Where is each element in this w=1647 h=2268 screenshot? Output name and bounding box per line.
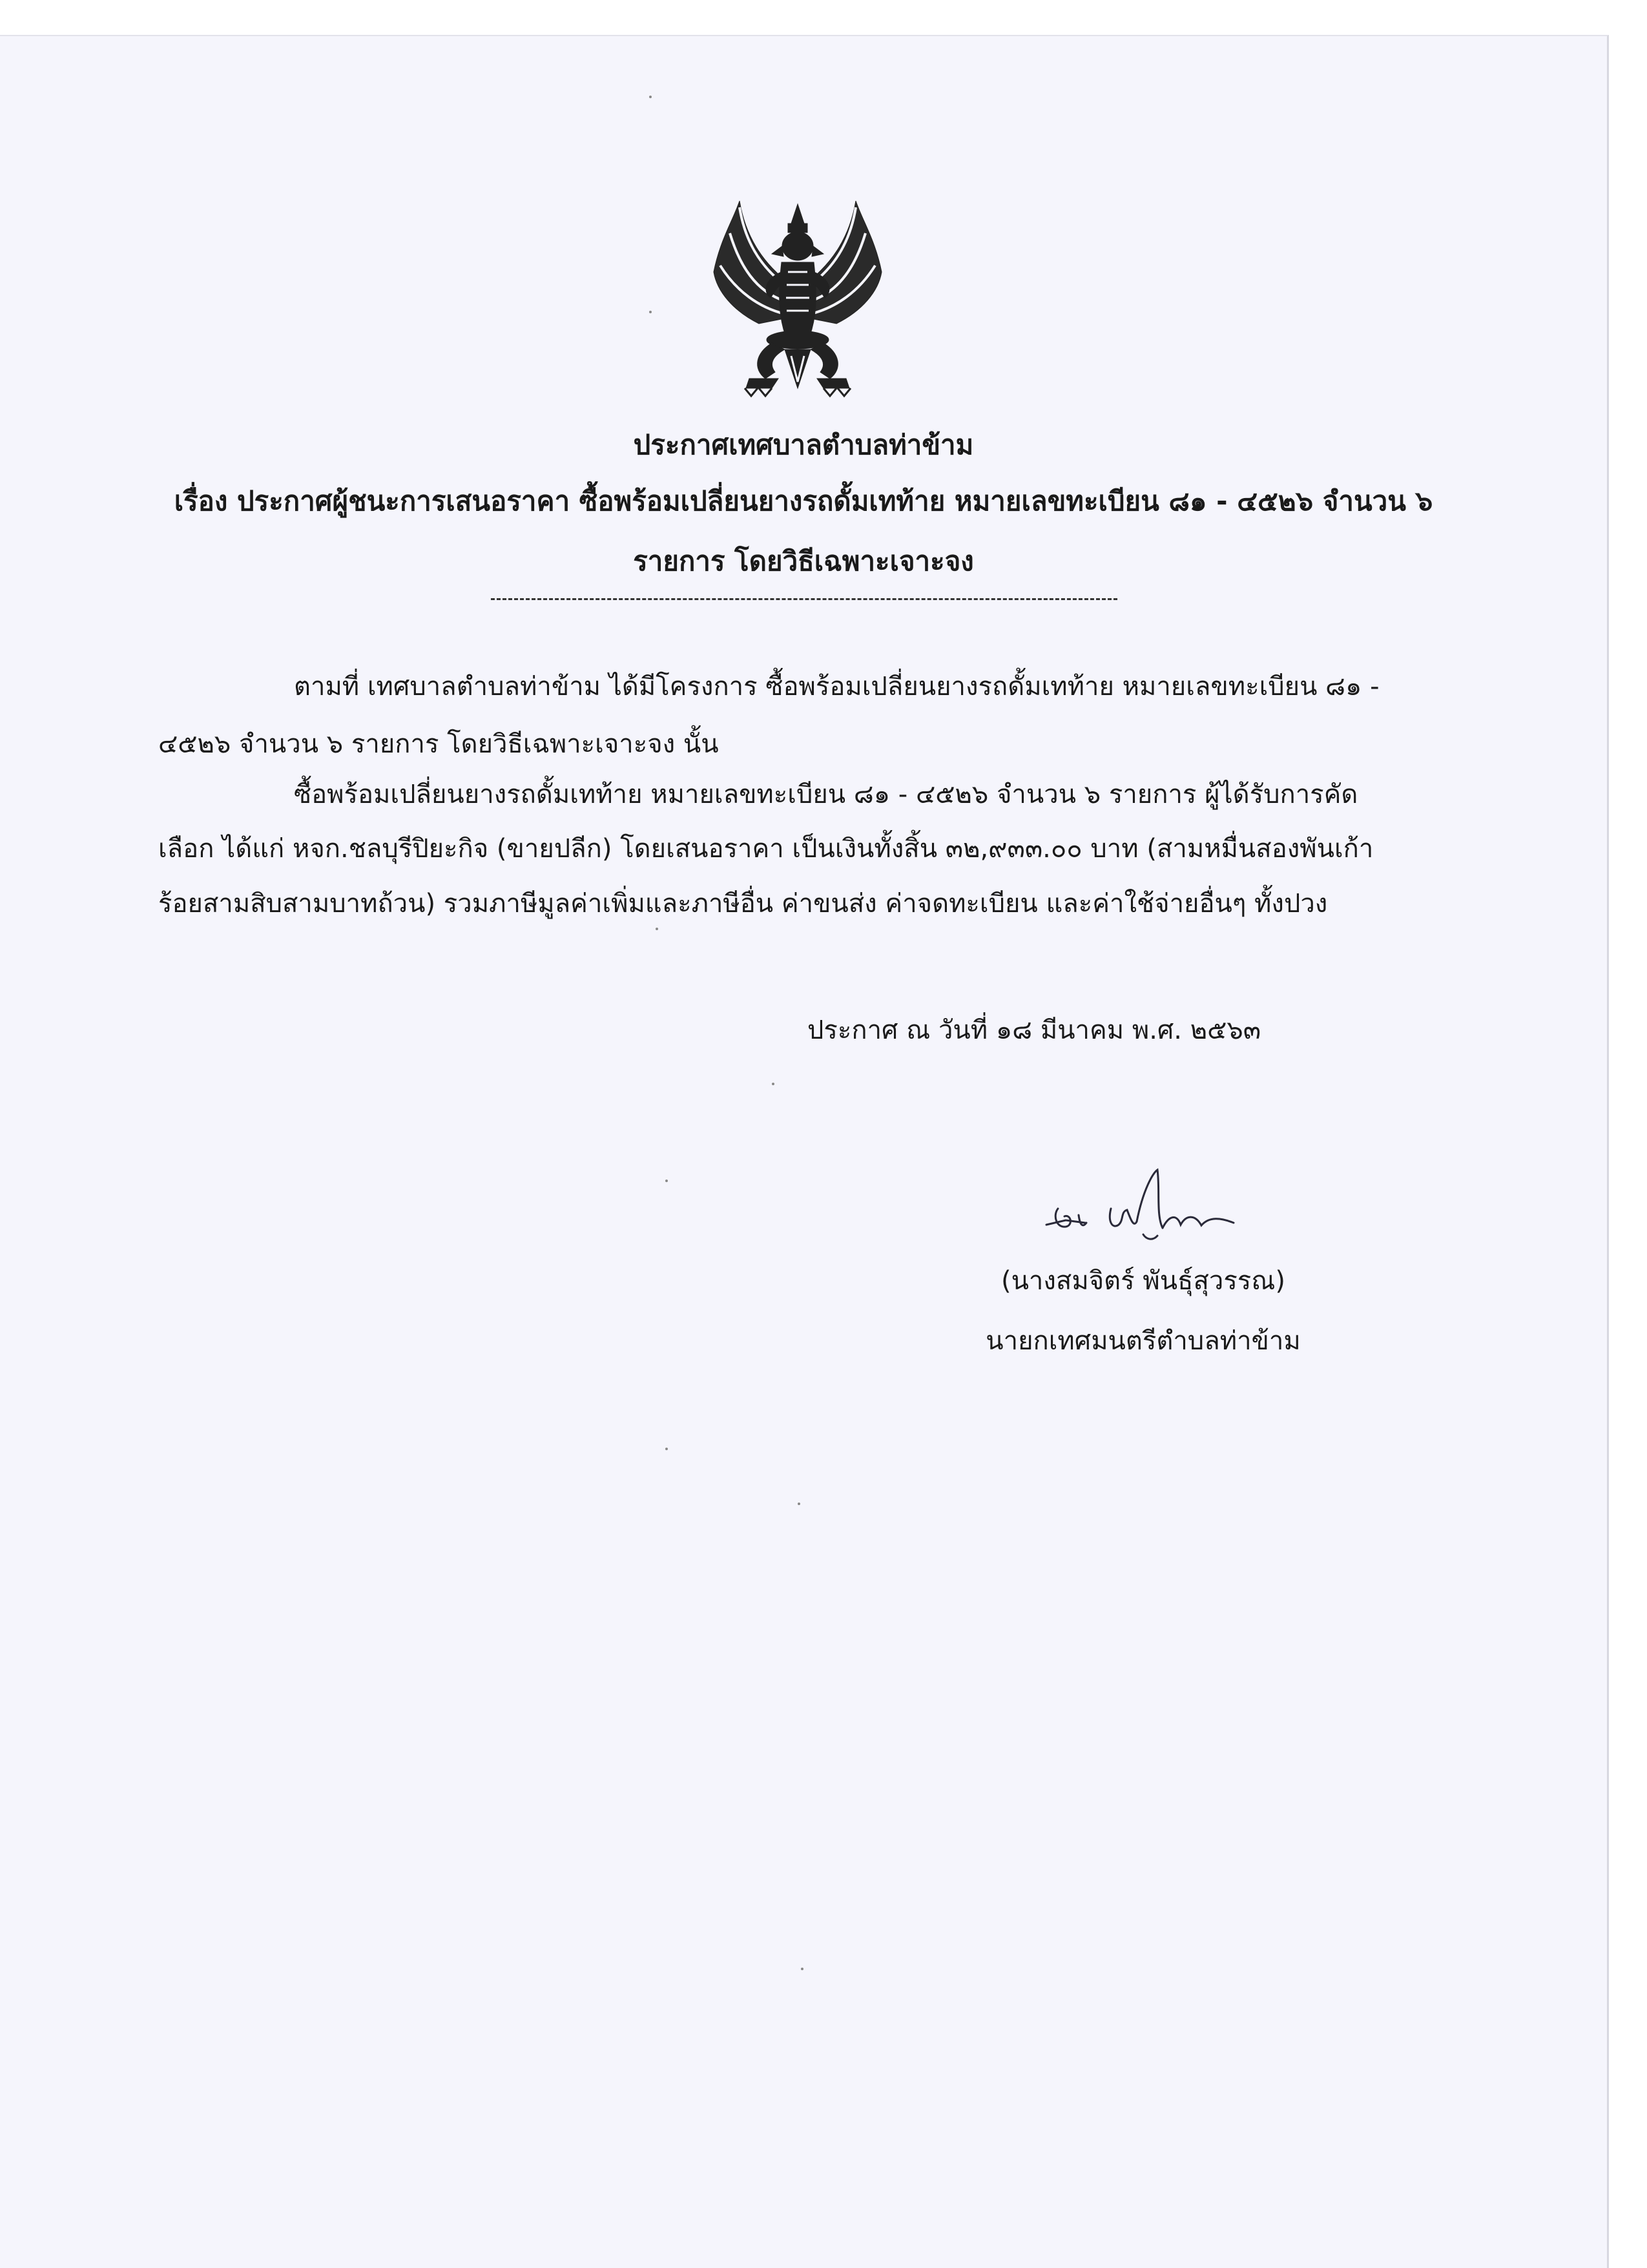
scan-speck [798, 1503, 800, 1505]
document-subject-line-1: เรื่อง ประกาศผู้ชนะการเสนอราคา ซื้อพร้อมเปลี่ยนยางรถดั้มเทท้าย หมายเลขทะเบียน ๘๑ - ๔๕๒๖ จำนวน ๖ [174, 485, 1433, 517]
scan-speck [656, 928, 658, 930]
scan-speck [772, 1083, 774, 1085]
body-paragraph-2-line-2: เลือก ได้แก่ หจก.ชลบุรีปิยะกิจ (ขายปลีก) โดยเสนอราคา เป็นเงินทั้งสิ้น ๓๒,๙๓๓.๐๐ บาท (สามหมื่นสองพันเก้า [158, 834, 1374, 864]
body-paragraph-1-line-1: ตามที่ เทศบาลตำบลท่าข้าม ได้มีโครงการ ซื้อพร้อมเปลี่ยนยางรถดั้มเทท้าย หมายเลขทะเบียน ๘๑ - [294, 672, 1380, 702]
document-heading: ประกาศเทศบาลตำบลท่าข้าม [633, 429, 974, 461]
document-subject-line-2: รายการ โดยวิธีเฉพาะเจาะจง [633, 545, 974, 577]
scan-speck [649, 96, 652, 98]
signer-name: (นางสมจิตร์ พันธุ์สุวรรณ) [1000, 1266, 1286, 1296]
body-paragraph-1-line-2: ๔๕๒๖ จำนวน ๖ รายการ โดยวิธีเฉพาะเจาะจง นั้น [158, 729, 719, 759]
signer-title: นายกเทศมนตรีตำบลท่าข้าม [986, 1326, 1301, 1356]
scan-speck [801, 1968, 803, 1970]
body-paragraph-2-line-3: ร้อยสามสิบสามบาทถ้วน) รวมภาษีมูลค่าเพิ่มและภาษีอื่น ค่าขนส่ง ค่าจดทะเบียน และค่าใช้จ่ายอื่นๆ ทั้งปวง [158, 889, 1328, 919]
handwritten-signature-icon [1040, 1163, 1259, 1260]
document-page [0, 35, 1609, 2268]
body-paragraph-2-line-1: ซื้อพร้อมเปลี่ยนยางรถดั้มเทท้าย หมายเลขทะเบียน ๘๑ - ๔๕๒๖ จำนวน ๖ รายการ ผู้ได้รับการคัด [294, 780, 1358, 809]
garuda-emblem-icon [694, 194, 901, 408]
separator-line [491, 598, 1117, 600]
announcement-date: ประกาศ ณ วันที่ ๑๘ มีนาคม พ.ศ. ๒๕๖๓ [807, 1015, 1261, 1045]
scan-speck [649, 311, 652, 313]
scan-speck [665, 1180, 668, 1182]
scan-speck [665, 1448, 668, 1450]
